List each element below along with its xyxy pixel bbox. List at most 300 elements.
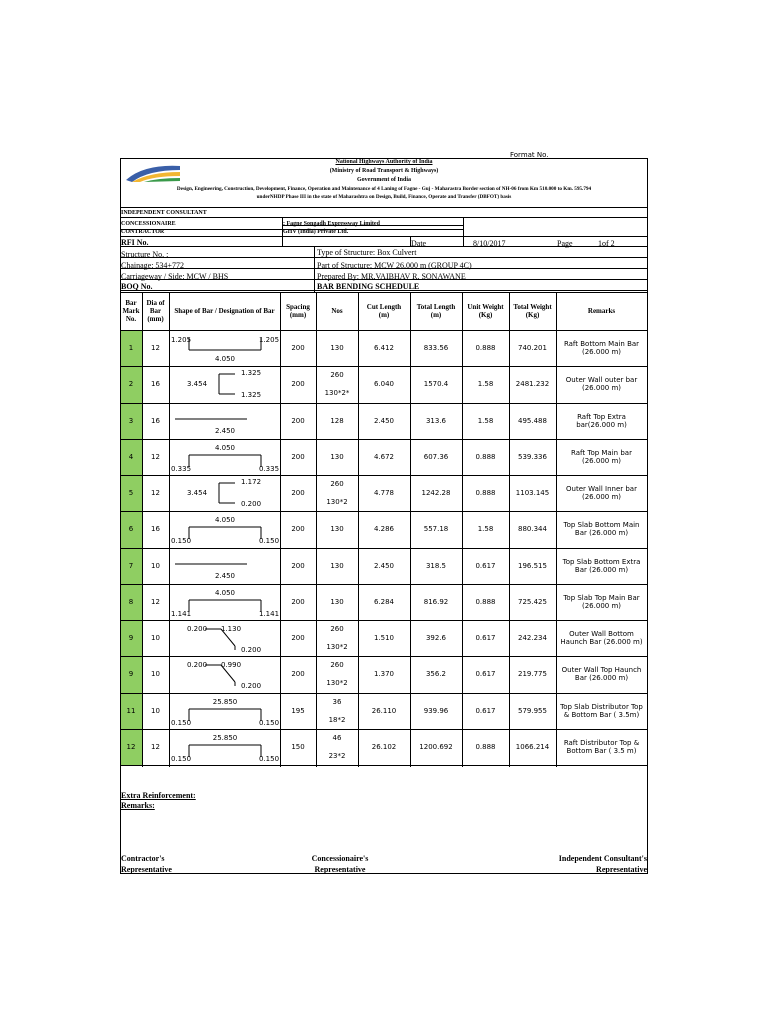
- date-value: 8/10/2017: [473, 239, 506, 248]
- spacing-value: 195: [291, 706, 305, 715]
- total-value: 1242.28: [421, 489, 451, 498]
- header-ministry: (Ministry of Road Transport & Highways): [329, 168, 439, 174]
- spacing-cell: [280, 548, 316, 584]
- col-bar-mark: [120, 292, 142, 330]
- nos-cell: [316, 439, 358, 475]
- grid-line: [120, 693, 647, 694]
- nos-cell: [316, 366, 358, 402]
- part-of-structure: Part of Structure: MCW 26.000 m (GROUP 4C): [317, 261, 472, 270]
- unit-value: 0.888: [475, 489, 496, 498]
- weight-value: 725.425: [518, 597, 547, 606]
- total-cell: [410, 403, 462, 439]
- unit-value: 0.888: [475, 452, 496, 461]
- grid-line: [120, 475, 647, 476]
- grid-line: [120, 229, 464, 230]
- mark-cell: [120, 366, 142, 402]
- weight-value: 196.515: [518, 561, 547, 570]
- col-total-weight-label: Total Weight (Kg): [513, 302, 552, 319]
- shape-dim-left: 0.150: [171, 754, 192, 763]
- format-number-label: Format No.: [510, 151, 549, 159]
- contractor-value: GHV (India) Private Ltd.: [283, 229, 349, 235]
- dia-value: 10: [151, 706, 160, 715]
- total-value: 939.96: [423, 706, 449, 715]
- unit-value: 1.58: [477, 416, 494, 425]
- unit-value: 0.888: [475, 597, 496, 606]
- total-cell: [410, 475, 462, 511]
- grid-line: [120, 158, 647, 159]
- cut-value: 4.778: [373, 489, 395, 498]
- col-cut-length: [358, 292, 410, 330]
- shape-dim-length: 2.450: [214, 426, 236, 435]
- shape-dim-length: 2.450: [214, 571, 236, 580]
- remarks-cell: [556, 620, 647, 656]
- cut-cell: [358, 403, 410, 439]
- shape-dim-bottom: 4.050: [214, 355, 236, 363]
- nos-value: 130: [330, 344, 344, 353]
- shape-dim-vertical: 3.454: [187, 489, 208, 497]
- col-shape: [169, 292, 280, 330]
- mark-value: 5: [128, 489, 134, 498]
- weight-value: 579.955: [518, 706, 547, 715]
- remarks-cell: [556, 330, 647, 366]
- cut-value: 26.110: [371, 706, 397, 715]
- unit-cell: [462, 511, 509, 547]
- total-cell: [410, 330, 462, 366]
- grid-line: [314, 246, 315, 292]
- col-dia: [142, 292, 169, 330]
- weight-value: 1103.145: [515, 489, 550, 498]
- total-cell: [410, 656, 462, 692]
- grid-line: [120, 158, 121, 874]
- mark-cell: [120, 330, 142, 366]
- unit-value: 0.617: [475, 670, 496, 679]
- mark-value: 3: [128, 416, 134, 425]
- remarks-label: Remarks:: [121, 801, 155, 810]
- total-cell: [410, 729, 462, 765]
- total-cell: [410, 548, 462, 584]
- mark-cell: [120, 548, 142, 584]
- total-value: 313.6: [425, 416, 447, 425]
- shape-dim-top: 1.325: [241, 369, 262, 378]
- nos-breakdown: 23*2: [328, 751, 346, 760]
- dia-value: 16: [151, 525, 160, 534]
- spacing-cell: [280, 439, 316, 475]
- total-cell: [410, 620, 462, 656]
- header-authority: National Highways Authority of India: [335, 159, 433, 165]
- shape-dim-top: 4.050: [214, 588, 236, 597]
- cut-cell: [358, 475, 410, 511]
- shape-dim-right: 1.205: [259, 336, 280, 344]
- shape-dim-left: 0.200: [187, 625, 208, 633]
- remarks-cell: [556, 511, 647, 547]
- nos-cell: [316, 403, 358, 439]
- shape-dim-right: 0.150: [259, 754, 280, 763]
- total-value: 607.36: [423, 452, 449, 461]
- weight-cell: [509, 548, 556, 584]
- shape-dim-top: 1.172: [241, 478, 262, 486]
- nos-cell: [316, 584, 358, 620]
- grid-line: [120, 620, 647, 621]
- total-value: 816.92: [423, 597, 449, 606]
- nos-value: 46: [332, 733, 342, 742]
- remarks-cell: [556, 439, 647, 475]
- cut-value: 1.370: [373, 670, 395, 679]
- spacing-value: 200: [291, 489, 305, 498]
- shape-dim-bottom: 0.200: [241, 682, 262, 691]
- prepared-by: Prepared By: MR.VAIBHAV R. SONAWANE: [317, 272, 466, 281]
- dia-value: 10: [151, 670, 160, 679]
- grid-line: [120, 236, 647, 237]
- spacing-value: 200: [291, 380, 305, 389]
- grid-line: [120, 584, 647, 585]
- grid-line: [556, 292, 557, 767]
- nos-breakdown: 18*2: [328, 715, 346, 724]
- remarks-cell: [556, 548, 647, 584]
- grid-line: [120, 403, 647, 404]
- bar-shape-drawing: [169, 584, 280, 620]
- shape-dim-right: 0.150: [259, 537, 280, 546]
- weight-cell: [509, 656, 556, 692]
- nos-breakdown: 130*2*: [324, 389, 350, 398]
- weight-value: 539.336: [518, 452, 547, 461]
- extra-reinforcement-label: Extra Reinforcement:: [121, 791, 196, 800]
- weight-value: 219.775: [518, 670, 547, 679]
- cut-cell: [358, 330, 410, 366]
- bar-shape-drawing: [169, 620, 280, 656]
- weight-cell: [509, 511, 556, 547]
- weight-cell: [509, 729, 556, 765]
- bar-shape-drawing: [169, 729, 280, 765]
- grid-line: [120, 439, 647, 440]
- type-of-structure: Type of Structure: Box Culvert: [317, 248, 417, 257]
- dia-cell: [142, 548, 169, 584]
- mark-cell: [120, 584, 142, 620]
- mark-cell: [120, 729, 142, 765]
- remarks-cell: [556, 656, 647, 692]
- bar-shape-drawing: [169, 366, 280, 402]
- concessionaire-signature: [300, 853, 380, 875]
- unit-cell: [462, 439, 509, 475]
- cut-cell: [358, 620, 410, 656]
- nos-value: 36: [332, 697, 342, 706]
- col-total-length: [410, 292, 462, 330]
- spacing-value: 200: [291, 344, 305, 353]
- grid-line: [120, 366, 647, 367]
- nos-cell: [316, 693, 358, 729]
- remarks-value: Outer Wall Top Haunch Bar (26.000 m): [561, 666, 642, 683]
- remarks-value: Top Slab Top Main Bar (26.000 m): [563, 593, 640, 610]
- shape-dim-left: 0.335: [171, 464, 192, 473]
- remarks-value: Raft Bottom Main Bar (26.000 m): [563, 340, 640, 357]
- mark-value: 1: [128, 344, 134, 353]
- spacing-value: 200: [291, 525, 305, 534]
- mark-value: 6: [128, 525, 134, 534]
- project-description-2: underNHDP Phase III in the state of Maharashtra on Design, Build, Finance, Operate and Transfer (DBFOT) basis: [256, 194, 512, 200]
- shape-dim-left: 1.205: [171, 336, 192, 344]
- unit-value: 0.617: [475, 706, 496, 715]
- dia-cell: [142, 330, 169, 366]
- cut-value: 4.672: [373, 452, 395, 461]
- nos-value: 130: [330, 452, 344, 461]
- spacing-cell: [280, 656, 316, 692]
- cut-value: 2.450: [373, 561, 395, 570]
- dia-cell: [142, 620, 169, 656]
- total-cell: [410, 584, 462, 620]
- shape-dim-top: 4.050: [214, 443, 236, 452]
- unit-cell: [462, 403, 509, 439]
- shape-dim-bottom: 0.200: [241, 646, 262, 654]
- dia-value: 16: [151, 380, 160, 389]
- col-bar-mark-label: Bar Mark No.: [122, 298, 140, 324]
- cut-value: 1.510: [373, 634, 395, 643]
- contractor-signature-line1: Contractor's: [121, 854, 165, 863]
- bar-shape-drawing: [169, 439, 280, 475]
- mark-cell: [120, 620, 142, 656]
- total-value: 1570.4: [423, 380, 449, 389]
- dia-value: 10: [151, 634, 160, 643]
- shape-dim-bottom: 1.325: [241, 391, 262, 400]
- nos-cell: [316, 620, 358, 656]
- weight-cell: [509, 439, 556, 475]
- grid-line: [120, 217, 647, 218]
- grid-line: [316, 292, 317, 767]
- cut-cell: [358, 548, 410, 584]
- cut-cell: [358, 366, 410, 402]
- dia-value: 12: [151, 597, 160, 606]
- unit-cell: [462, 366, 509, 402]
- col-spacing: [280, 292, 316, 330]
- unit-cell: [462, 620, 509, 656]
- mark-cell: [120, 656, 142, 692]
- grid-line: [410, 236, 411, 246]
- mark-cell: [120, 403, 142, 439]
- col-spacing-label: Spacing (mm): [286, 302, 310, 319]
- header-government: Government of India: [357, 177, 411, 183]
- spacing-value: 200: [291, 597, 305, 606]
- bar-shape-drawing: [169, 548, 280, 584]
- col-remarks-label: Remarks: [587, 306, 616, 315]
- dia-value: 12: [151, 742, 160, 751]
- project-description-1: Design, Engineering, Construction, Development, Finance, Operation and Maintenance of 4 Laning of Fagne - Guj - Maharastra Border section of NH-06 from Km 510.000 to Km. 595.794: [176, 186, 592, 192]
- remarks-value: Outer Wall Bottom Haunch Bar (26.000 m): [560, 630, 643, 647]
- dia-cell: [142, 729, 169, 765]
- remarks-value: Outer Wall outer bar (26.000 m): [565, 376, 638, 393]
- remarks-cell: [556, 729, 647, 765]
- grid-line: [120, 548, 647, 549]
- grid-line: [282, 225, 464, 226]
- spacing-cell: [280, 366, 316, 402]
- bar-shape-drawing: [169, 475, 280, 511]
- weight-value: 880.344: [518, 525, 547, 534]
- concessionaire-signature-line2: Representative: [314, 865, 366, 874]
- spacing-value: 200: [291, 670, 305, 679]
- shape-dim-right: 0.335: [259, 464, 280, 473]
- col-unit-weight: [462, 292, 509, 330]
- col-dia-label: Dia of Bar (mm): [146, 298, 165, 324]
- weight-cell: [509, 330, 556, 366]
- contractor-signature-line2: Representative: [121, 865, 172, 874]
- shape-dim-left: 0.200: [187, 661, 208, 670]
- col-unit-weight-label: Unit Weight (Kg): [467, 302, 504, 319]
- total-value: 833.56: [423, 344, 449, 353]
- mark-cell: [120, 475, 142, 511]
- unit-cell: [462, 729, 509, 765]
- remarks-value: Outer Wall Inner bar (26.000 m): [566, 485, 637, 502]
- unit-value: 1.58: [477, 380, 494, 389]
- consultant-signature-line1: Independent Consultant's: [558, 854, 647, 863]
- grid-line: [282, 217, 283, 246]
- nos-cell: [316, 511, 358, 547]
- grid-line: [120, 246, 647, 247]
- cut-cell: [358, 511, 410, 547]
- total-cell: [410, 693, 462, 729]
- cut-cell: [358, 656, 410, 692]
- col-nos: [316, 292, 358, 330]
- shape-dim-bottom: 0.200: [241, 500, 262, 508]
- remarks-cell: [556, 584, 647, 620]
- total-value: 392.6: [425, 634, 447, 643]
- grid-line: [120, 279, 647, 280]
- weight-cell: [509, 693, 556, 729]
- weight-value: 2481.232: [515, 380, 550, 389]
- shape-dim-vertical: 3.454: [187, 380, 208, 389]
- total-cell: [410, 511, 462, 547]
- nos-breakdown: 130*2: [326, 679, 348, 688]
- mark-cell: [120, 693, 142, 729]
- spacing-value: 200: [291, 561, 305, 570]
- date-label: Date: [411, 239, 427, 248]
- unit-value: 0.617: [475, 634, 496, 643]
- bar-shape-drawing: [169, 403, 280, 439]
- bar-shape-drawing: [169, 330, 280, 366]
- shape-dim-right: 0.150: [259, 718, 280, 727]
- nos-value: 130: [330, 561, 344, 570]
- nos-value: 128: [330, 416, 344, 425]
- unit-value: 0.888: [475, 742, 496, 751]
- weight-value: 740.201: [518, 344, 547, 353]
- col-shape-label: Shape of Bar / Designation of Bar: [174, 306, 275, 315]
- nos-value: 130: [330, 597, 344, 606]
- dia-value: 10: [151, 561, 160, 570]
- nos-breakdown: 130*2: [326, 643, 348, 652]
- col-remarks: [556, 292, 647, 330]
- bar-shape-drawing: [169, 693, 280, 729]
- grid-line: [120, 257, 647, 258]
- grid-line: [463, 217, 464, 246]
- mark-value: 9: [128, 670, 134, 679]
- shape-dim-top: 4.050: [214, 516, 236, 525]
- dia-value: 12: [151, 344, 160, 353]
- unit-value: 0.888: [475, 344, 496, 353]
- dia-cell: [142, 511, 169, 547]
- shape-dim-top: 25.850: [212, 697, 238, 706]
- grid-line: [410, 292, 411, 767]
- carriageway-side: Carriageway / Side: MCW / BHS: [121, 272, 229, 281]
- cut-cell: [358, 729, 410, 765]
- nos-cell: [316, 330, 358, 366]
- cut-value: 26.102: [371, 742, 397, 751]
- dia-cell: [142, 403, 169, 439]
- nos-value: 260: [330, 371, 344, 380]
- cut-cell: [358, 584, 410, 620]
- remarks-value: Top Slab Bottom Extra Bar (26.000 m): [562, 557, 641, 574]
- bar-bending-schedule-title: BAR BENDING SCHEDULE: [317, 282, 420, 291]
- col-nos-label: Nos: [331, 306, 343, 315]
- consultant-signature: [530, 853, 647, 875]
- spacing-cell: [280, 584, 316, 620]
- grid-line: [462, 292, 463, 767]
- concessionaire-value: : Fagne Songadh Expressway Limited: [283, 221, 380, 227]
- shape-dim-left: 0.150: [171, 718, 192, 727]
- weight-cell: [509, 366, 556, 402]
- grid-line: [120, 729, 647, 730]
- dia-cell: [142, 366, 169, 402]
- spacing-cell: [280, 511, 316, 547]
- spacing-cell: [280, 620, 316, 656]
- page-label: Page: [557, 239, 573, 248]
- spacing-value: 200: [291, 452, 305, 461]
- spacing-value: 150: [291, 742, 305, 751]
- dia-value: 12: [151, 489, 160, 498]
- mark-cell: [120, 511, 142, 547]
- boq-number: BOQ No.: [121, 282, 153, 291]
- shape-dim-top: 25.850: [212, 733, 238, 742]
- shape-dim-right: 1.141: [259, 609, 280, 618]
- unit-value: 0.617: [475, 561, 496, 570]
- nhai-logo: [124, 160, 184, 184]
- chainage: Chainage: 534+772: [121, 261, 184, 270]
- remarks-cell: [556, 693, 647, 729]
- rfi-number-label: RFI No.: [121, 238, 149, 247]
- cut-value: 6.284: [373, 597, 395, 606]
- grid-line: [120, 207, 647, 208]
- spacing-value: 200: [291, 416, 305, 425]
- dia-cell: [142, 693, 169, 729]
- remarks-value: Raft Top Extra bar(26.000 m): [576, 412, 627, 429]
- mark-value: 9: [128, 634, 134, 643]
- col-cut-length-label: Cut Length (m): [366, 302, 402, 319]
- dia-cell: [142, 439, 169, 475]
- page-value: 1of 2: [598, 239, 615, 248]
- dia-cell: [142, 475, 169, 511]
- mark-value: 2: [128, 380, 134, 389]
- dia-cell: [142, 656, 169, 692]
- grid-line: [120, 290, 647, 291]
- nos-cell: [316, 548, 358, 584]
- weight-value: 1066.214: [515, 742, 550, 751]
- unit-value: 1.58: [477, 525, 494, 534]
- grid-line: [358, 292, 359, 767]
- remarks-cell: [556, 403, 647, 439]
- weight-cell: [509, 475, 556, 511]
- remarks-cell: [556, 366, 647, 402]
- mark-value: 11: [126, 706, 136, 715]
- remarks-value: Raft Distributor Top & Bottom Bar ( 3.5 m): [563, 738, 640, 755]
- grid-line: [120, 511, 647, 512]
- structure-number: Structure No. :: [121, 250, 169, 259]
- nos-value: 260: [330, 661, 344, 670]
- grid-line: [120, 330, 647, 331]
- spacing-cell: [280, 475, 316, 511]
- dia-value: 12: [151, 452, 160, 461]
- shape-dim-diagonal: 0.990: [221, 661, 242, 670]
- mark-value: 8: [128, 597, 134, 606]
- total-value: 356.2: [425, 670, 447, 679]
- weight-cell: [509, 584, 556, 620]
- independent-consultant-label: INDEPENDENT CONSULTANT: [121, 210, 207, 216]
- nos-cell: [316, 729, 358, 765]
- remarks-value: Top Slab Distributor Top & Bottom Bar ( 3.5m): [560, 702, 643, 719]
